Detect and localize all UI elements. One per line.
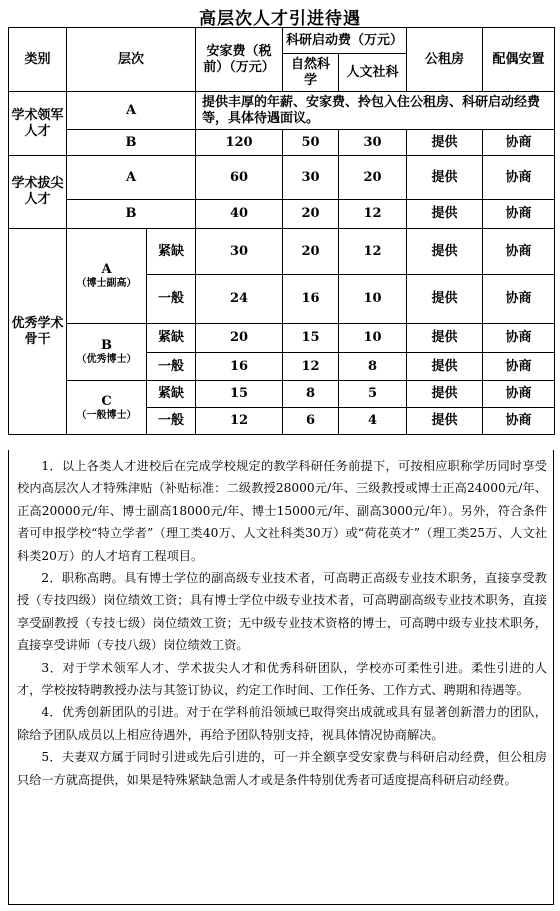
humanities-value: 20	[339, 156, 407, 200]
humanities-value: 12	[339, 229, 407, 275]
header-humanities: 人文社科	[339, 54, 407, 92]
spouse-value: 协商	[483, 130, 555, 156]
housing-value: 提供	[407, 381, 483, 408]
settle-value: 30	[196, 229, 283, 275]
humanities-value: 8	[339, 353, 407, 381]
settle-value: 120	[196, 130, 283, 156]
sublevel-label: A	[101, 262, 112, 277]
housing-value: 提供	[407, 275, 483, 324]
header-category: 类别	[9, 28, 67, 92]
spouse-value: 协商	[483, 200, 555, 229]
natural-value: 8	[283, 381, 339, 408]
type-cell: 一般	[147, 275, 196, 324]
header-housing: 公租房	[407, 28, 483, 92]
humanities-value: 12	[339, 200, 407, 229]
header-level: 层次	[67, 28, 196, 92]
housing-value: 提供	[407, 156, 483, 200]
spouse-value: 协商	[483, 324, 555, 353]
settle-value: 24	[196, 275, 283, 324]
type-cell: 一般	[147, 353, 196, 381]
natural-value: 6	[283, 408, 339, 435]
natural-value: 20	[283, 229, 339, 275]
spouse-value: 协商	[483, 156, 555, 200]
note-paragraph: 1．以上各类人才进校后在完成学校规定的教学科研任务前提下，可按相应职称学历同时享受校内高层次人才特殊津贴（补贴标准：二级教授28000元/年、三级教授或博士正高24000元/年、正高20000元/年、博士副高18000元/年、博士15000元/年、副高3000元/年）。另外，符合条件者可申报学校“特立学者”（理工类40万、人文社科类30万）或“荷花英才”（理工类25万、人文社科类20万）的人才培育工程项目。	[17, 459, 547, 563]
settle-value: 40	[196, 200, 283, 229]
notes-section	[8, 450, 554, 905]
sublevel-note: （优秀博士）	[76, 354, 137, 365]
spouse-value: 协商	[483, 353, 555, 381]
humanities-value: 10	[339, 275, 407, 324]
sublevel-b	[67, 324, 147, 381]
sublevel-a	[67, 229, 147, 324]
housing-value: 提供	[407, 130, 483, 156]
humanities-value: 5	[339, 381, 407, 408]
spouse-value: 协商	[483, 229, 555, 275]
group-top: 学术拔尖人才	[9, 156, 67, 229]
spouse-value: 协商	[483, 275, 555, 324]
housing-value: 提供	[407, 229, 483, 275]
housing-value: 提供	[407, 200, 483, 229]
natural-value: 50	[283, 130, 339, 156]
natural-value: 30	[283, 156, 339, 200]
level-cell: A	[67, 92, 196, 130]
type-cell: 紧缺	[147, 381, 196, 408]
settle-value: 12	[196, 408, 283, 435]
note-paragraph: 5．夫妻双方属于同时引进或先后引进的，可一并全额享受安家费与科研启动经费，但公租房只给一方就高提供，如果是特殊紧缺急需人才或是条件特别优秀者可适度提高科研启动经费。	[17, 750, 547, 787]
settle-value: 60	[196, 156, 283, 200]
sublevel-note: （博士副高）	[76, 278, 137, 289]
header-settle: 安家费（税前）（万元）	[196, 28, 283, 92]
natural-value: 20	[283, 200, 339, 229]
group-leading: 学术领军人才	[9, 92, 67, 156]
type-cell: 一般	[147, 408, 196, 435]
type-cell: 紧缺	[147, 324, 196, 353]
group-backbone: 优秀学术骨干	[9, 229, 67, 435]
humanities-value: 4	[339, 408, 407, 435]
spouse-value: 协商	[483, 381, 555, 408]
benefits-table	[8, 27, 555, 435]
natural-value: 15	[283, 324, 339, 353]
humanities-value: 10	[339, 324, 407, 353]
note-paragraph: 3．对于学术领军人才、学术拔尖人才和优秀科研团队，学校亦可柔性引进。柔性引进的人才，学校按特聘教授办法与其签订协议，约定工作时间、工作任务、工作方式、聘期和待遇等。	[17, 660, 547, 698]
natural-value: 12	[283, 353, 339, 381]
page-title: 高层次人才引进待遇	[199, 9, 361, 29]
settle-value: 15	[196, 381, 283, 408]
sublevel-note: （一般博士）	[76, 409, 137, 421]
spouse-value: 协商	[483, 408, 555, 435]
level-cell: B	[67, 200, 196, 229]
housing-value: 提供	[407, 408, 483, 435]
level-cell: A	[67, 156, 196, 200]
type-cell: 紧缺	[147, 229, 196, 275]
settle-value: 20	[196, 324, 283, 353]
header-spouse: 配偶安置	[483, 28, 555, 92]
housing-value: 提供	[407, 324, 483, 353]
sublevel-label: B	[101, 338, 112, 353]
note-paragraph: 2．职称高聘。具有博士学位的副高级专业技术者，可高聘正高级专业技术职务，直接享受教授（专技四级）岗位绩效工资；具有博士学位中级专业技术者，可高聘副高级专业技术职务，直接享受副教授（专技七级）岗位绩效工资；无中级专业技术资格的博士，可高聘中级专业技术职务，直接享受讲师（专技八级）岗位绩效工资。	[17, 571, 547, 653]
humanities-value: 30	[339, 130, 407, 156]
settle-value: 16	[196, 353, 283, 381]
note-paragraph: 4．优秀创新团队的引进。对于在学科前沿领域已取得突出成就或具有显著创新潜力的团队，除给予团队成员以上相应待遇外，再给予团队特别支持，视具体情况协商解决。	[17, 705, 547, 742]
sublevel-label: C	[101, 393, 112, 409]
housing-value: 提供	[407, 353, 483, 381]
sublevel-c	[67, 381, 147, 435]
natural-value: 16	[283, 275, 339, 324]
header-research: 科研启动费（万元）	[283, 28, 407, 54]
header-natural: 自然科学	[283, 54, 339, 92]
negotiable-note: 提供丰厚的年薪、安家费、拎包入住公租房、科研启动经费等，具体待遇面议。	[196, 92, 555, 130]
level-cell: B	[67, 130, 196, 156]
